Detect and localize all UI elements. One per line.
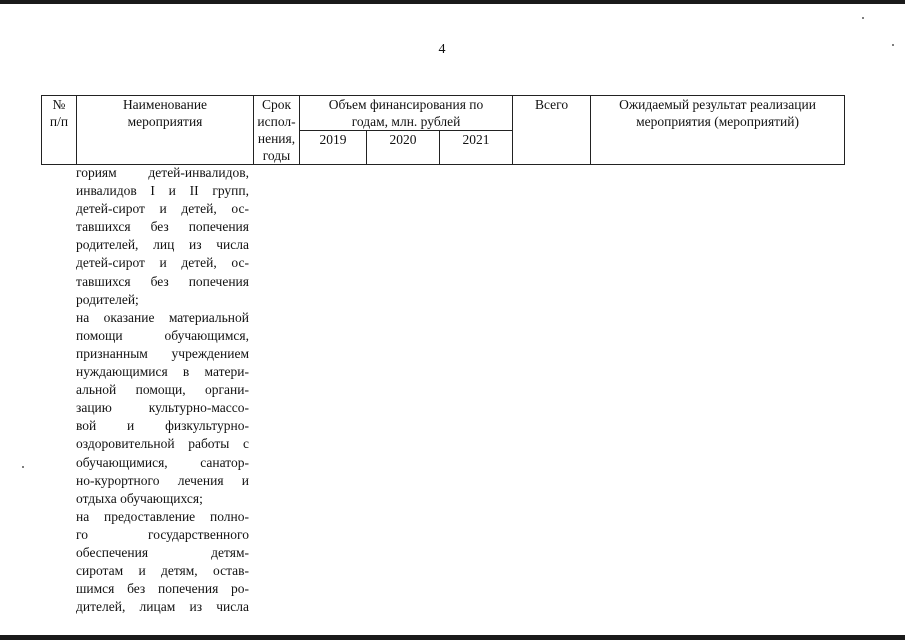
- text-line: на оказание материальной: [76, 309, 249, 325]
- text-line: нуждающимися в матери-: [76, 364, 249, 380]
- header-year-2021: 2021: [440, 131, 513, 165]
- text-line: обеспечения детям-: [76, 544, 249, 560]
- scan-edge-top: [0, 0, 905, 4]
- text-line: отдыха обучающихся;: [76, 490, 203, 506]
- header-expected-result: Ожидаемый результат реализации мероприятия (мероприятий): [591, 96, 845, 165]
- scan-speck: [892, 44, 894, 46]
- text-line: оздоровительной работы с: [76, 436, 249, 452]
- text-line: тавшихся без попечения: [76, 273, 249, 289]
- text-line: сиротам и детям, остав-: [76, 563, 249, 579]
- text-line: на предоставление полно-: [76, 508, 249, 524]
- header-number: № п/п: [42, 96, 77, 165]
- text-line: шимся без попечения ро-: [76, 581, 249, 597]
- text-line: обучающимися, санатор-: [76, 454, 249, 470]
- scan-edge-bottom: [0, 635, 905, 640]
- text-line: детей-сирот и детей, ос-: [76, 201, 249, 217]
- text-line: дителей, лицам из числа: [76, 599, 249, 615]
- page-number: 4: [438, 42, 446, 57]
- text-line: родителей;: [76, 291, 139, 307]
- text-line: родителей, лиц из числа: [76, 237, 249, 253]
- text-line: гориям детей-инвалидов,: [76, 165, 249, 180]
- text-line: инвалидов I и II групп,: [76, 183, 249, 199]
- header-funding: Объем финансирования по годам, млн. рублей: [300, 96, 513, 131]
- text-line: вой и физкультурно-: [76, 418, 249, 434]
- scan-speck: [862, 17, 864, 19]
- text-line: детей-сирот и детей, ос-: [76, 255, 249, 271]
- funding-table-header: [41, 95, 845, 165]
- header-year-2019: 2019: [300, 131, 367, 165]
- header-event-name: Наименование мероприятия: [77, 96, 254, 165]
- event-description-continuation: [76, 164, 249, 616]
- text-line: тавшихся без попечения: [76, 219, 249, 235]
- text-line: го государственного: [76, 526, 249, 542]
- text-line: зацию культурно-массо-: [76, 400, 249, 416]
- scan-speck: [22, 466, 24, 468]
- header-total: Всего: [513, 96, 591, 165]
- text-line: альной помощи, органи-: [76, 382, 249, 398]
- header-term: Срок испол- нения, годы: [254, 96, 300, 165]
- header-year-2020: 2020: [367, 131, 440, 165]
- text-line: признанным учреждением: [76, 345, 249, 361]
- text-line: помощи обучающимся,: [76, 327, 249, 343]
- text-line: но-курортного лечения и: [76, 472, 249, 488]
